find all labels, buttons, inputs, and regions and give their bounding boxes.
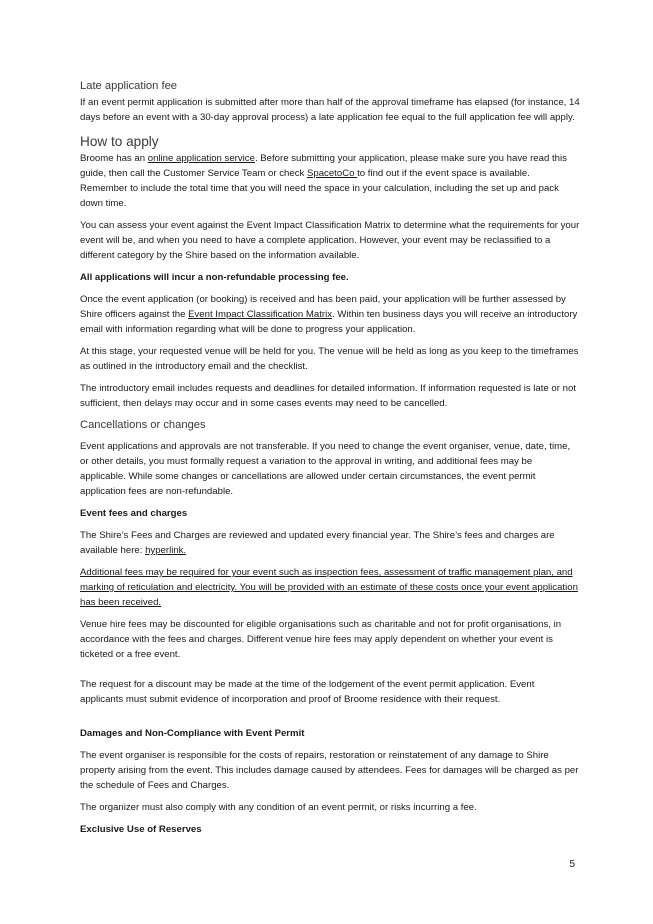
spacetoco-link[interactable]: SpacetoCo — [306, 168, 358, 179]
text-run: . Within ten business days you will receive an introductory email with information regarding what will be done to progress your application. — [80, 309, 578, 335]
damages-paragraph-1: The event organiser is responsible for the costs of repairs, restoration or reinstatement of any damage to Shire property arising from the event. This includes damage caused by attendees. Fees for damages will be charged as per the schedule of Fees and Charges. — [80, 750, 579, 791]
cancellations-heading: Cancellations or changes — [80, 419, 206, 431]
how-to-apply-paragraph-4 — [80, 292, 580, 337]
cancellations-paragraph: Event applications and approvals are not transferable. If you need to change the event organiser, venue, date, time, or other details, you must formally request a variation to the approval in writing, and additional fees may be applicable. While some changes or cancellations are allowed under certain circumstances, the event permit application fees are non-refundable. — [80, 441, 571, 497]
fees-paragraph-4: The request for a discount may be made at the time of the lodgement of the event permit application. Event applicants must submit evidence of incorporation and proof of Broome residence with their request. — [80, 679, 535, 705]
damages-heading: Damages and Non-Compliance with Event Permit — [80, 728, 305, 739]
processing-fee-notice: All applications will incur a non-refundable processing fee. — [80, 272, 349, 283]
how-to-apply-heading: How to apply — [80, 134, 159, 149]
fees-paragraph-2: Additional fees may be required for your event such as inspection fees, assessment of traffic management plan, and marking of reticulation and electricity. You will be provided with an estimate of these costs once your event application has been received. — [80, 567, 578, 608]
fees-hyperlink[interactable]: hyperlink. — [145, 545, 187, 556]
impact-matrix-link[interactable]: Event Impact Classification Matrix — [188, 309, 333, 320]
fees-heading: Event fees and charges — [80, 508, 188, 519]
damages-paragraph-2: The organizer must also comply with any condition of an event permit, or risks incurring a fee. — [80, 802, 477, 813]
text-run: The Shire’s Fees and Charges are reviewed and updated every financial year. The Shire’s fees and charges are available here: — [80, 530, 555, 556]
late-fee-body: If an event permit application is submitted after more than half of the approval timeframe has elapsed (for instance, 14 days before an event with a 30-day approval process) a late application fee equal to the full application fee will apply. — [80, 97, 580, 123]
spacer — [80, 669, 580, 677]
exclusive-use-heading: Exclusive Use of Reserves — [80, 824, 202, 835]
how-to-apply-paragraph-6: The introductory email includes requests and deadlines for detailed information. If information requested is late or not sufficient, then delays may occur and in some cases events may need to be cancelled. — [80, 383, 576, 409]
late-fee-heading: Late application fee — [80, 80, 178, 92]
page-number: 5 — [569, 859, 575, 870]
spacer — [80, 714, 580, 726]
how-to-apply-paragraph-5: At this stage, your requested venue will be held for you. The venue will be held as long as you keep to the timeframes as outlined in the introductory email and the checklist. — [80, 346, 579, 372]
fees-paragraph-3: Venue hire fees may be discounted for eligible organisations such as charitable and not for profit organisations, in accordance with the fees and charges. Different venue hire fees may apply dependent on whether your event is ticketed or a free event. — [80, 619, 562, 660]
text-run: to find out if the event space is available. Remember to include the total time that you will need the space in your calculation, including the set up and pack down time. — [80, 168, 559, 209]
fees-paragraph-1 — [80, 528, 580, 558]
text-run: Once the event application (or booking) is received and has been paid, your application will be further assessed by Shire officers against the — [80, 294, 566, 320]
document-page — [80, 79, 580, 844]
how-to-apply-paragraph-2: You can assess your event against the Event Impact Classification Matrix to determine what the requirements for your event will be, and when you need to have a complete application. However, your event may be reclassified to a different category by the Shire based on the information available. — [80, 220, 580, 261]
text-run: . Before submitting your application, please make sure you have read this guide, then call the Customer Service Team or check — [80, 153, 567, 179]
text-run: Broome has an — [80, 153, 148, 164]
how-to-apply-paragraph-1 — [80, 151, 580, 211]
online-application-link[interactable]: online application service — [147, 153, 255, 164]
